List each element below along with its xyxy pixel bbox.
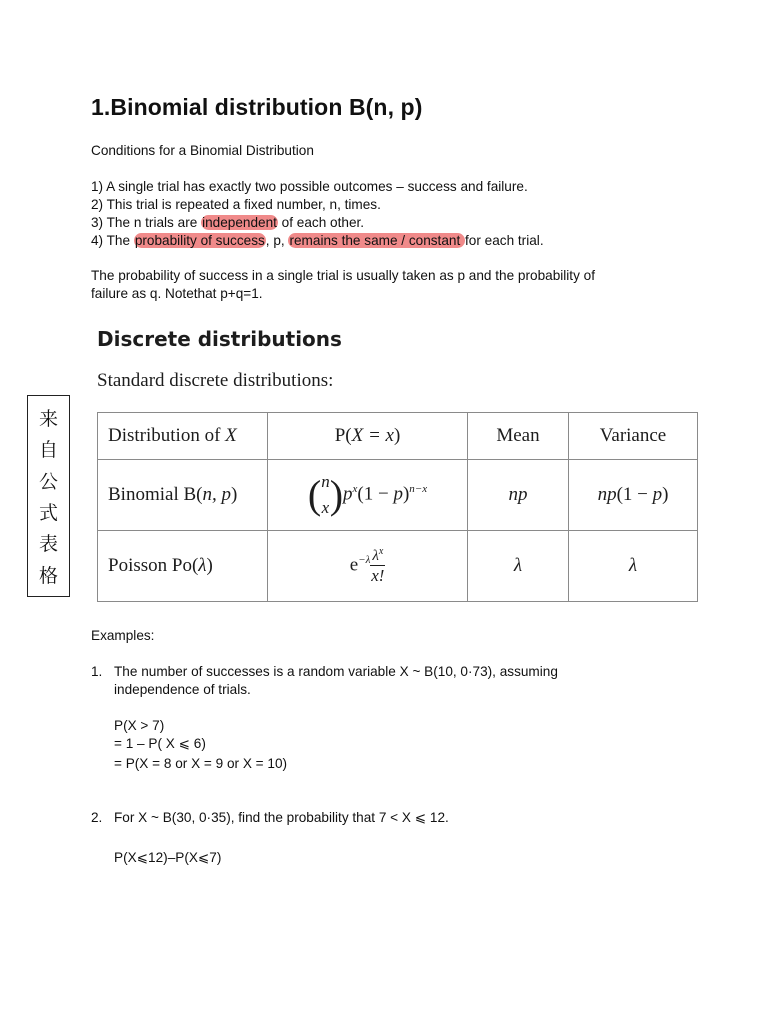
example-1-step-1: P(X > 7) xyxy=(114,718,165,733)
probability-note-line-2: failure as q. Notethat p+q=1. xyxy=(91,286,263,301)
header-pmf: P(X = x) xyxy=(268,413,468,460)
highlight-remains-constant: remains the same / constant xyxy=(289,233,465,248)
header-mean: Mean xyxy=(468,413,569,460)
page-title: 1.Binomial distribution B(n, p) xyxy=(91,94,423,120)
binom-bottom: x xyxy=(321,498,330,517)
example-2-step-1: P(X⩽12)–P(X⩽7) xyxy=(114,850,222,865)
condition-2: 2) This trial is repeated a fixed number, n, times. xyxy=(91,197,381,212)
table-row-poisson xyxy=(98,531,698,602)
formula-heading: Discrete distributions xyxy=(97,327,342,351)
distribution-table xyxy=(97,412,698,602)
side-label-box xyxy=(27,395,70,597)
binomial-mean: np xyxy=(468,460,569,531)
condition-3-end: of each other. xyxy=(277,215,365,230)
side-char-1: 来 xyxy=(38,408,58,431)
poisson-variance: λ xyxy=(569,531,698,602)
table-row-binomial xyxy=(98,460,698,531)
poisson-name: Poisson Po(λ) xyxy=(98,531,268,602)
condition-3-text: 3) The n trials are xyxy=(91,215,202,230)
binom-top: n xyxy=(321,472,330,491)
example-1-line-1: The number of successes is a random variable X ~ B(10, 0·73), assuming xyxy=(114,664,558,679)
formula-subheading: Standard discrete distributions: xyxy=(97,370,334,391)
poisson-mean: λ xyxy=(468,531,569,602)
side-char-4: 式 xyxy=(38,502,58,525)
example-1-number: 1. xyxy=(91,664,103,679)
condition-1: 1) A single trial has exactly two possible outcomes – success and failure. xyxy=(91,179,528,194)
binomial-name: Binomial B(n, p) xyxy=(98,460,268,531)
header-variance: Variance xyxy=(569,413,698,460)
binomial-variance: np(1 − p) xyxy=(569,460,698,531)
side-char-6: 格 xyxy=(38,564,58,587)
conditions-subtitle: Conditions for a Binomial Distribution xyxy=(91,143,314,158)
highlight-independent: independent xyxy=(202,215,277,230)
examples-label: Examples: xyxy=(91,628,155,643)
condition-4-mid: , p, xyxy=(265,233,289,248)
condition-3 xyxy=(91,214,364,232)
side-char-3: 公 xyxy=(38,470,58,493)
probability-note-line-1: The probability of success in a single trial is usually taken as p and the probability of xyxy=(91,268,595,283)
binomial-pmf: (n $x)p^x(1 - p)^{n-x}$ xyxy=(268,460,468,531)
header-distribution: Distribution of X xyxy=(98,413,268,460)
example-1-step-2: = 1 – P( X ⩽ 6) xyxy=(114,736,206,751)
condition-4-text: 4) The xyxy=(91,233,134,248)
condition-4 xyxy=(91,232,544,250)
example-2-number: 2. xyxy=(91,810,103,825)
side-char-2: 自 xyxy=(38,439,58,462)
highlight-probability-of-success: probability of success xyxy=(134,233,265,248)
condition-4-end: for each trial. xyxy=(465,233,544,248)
example-1-step-3: = P(X = 8 or X = 9 or X = 10) xyxy=(114,756,288,771)
table-header-row xyxy=(98,413,698,460)
example-1-line-2: independence of trials. xyxy=(114,682,251,697)
example-2-line-1: For X ~ B(30, 0·35), find the probability that 7 < X ⩽ 12. xyxy=(114,810,449,825)
side-char-5: 表 xyxy=(38,533,58,556)
poisson-pmf: $e^{-\lambda}$ $\frac{\lambda^x}{x!}$ xyxy=(268,531,468,602)
